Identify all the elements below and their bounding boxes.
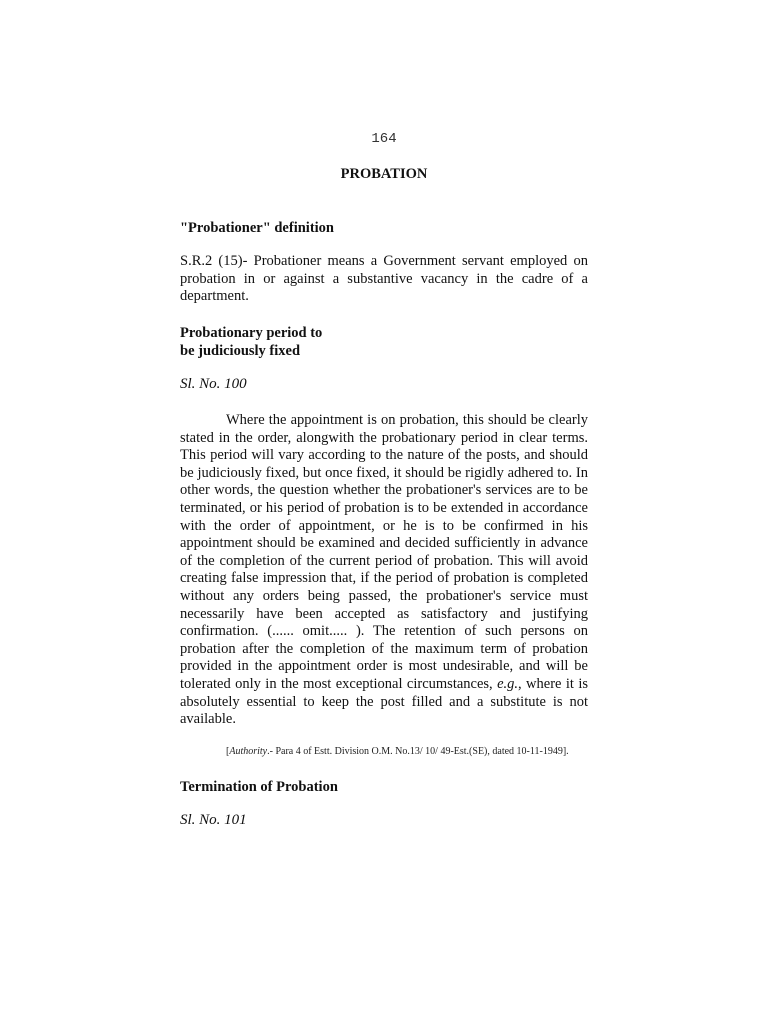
probation-body-paragraph (180, 412, 588, 729)
body-text-part-1: Where the appointment is on probation, this should be clearly stated in the order, alongwith the probationary period in clear terms. This period will vary according to the nature of the posts, and should be judiciously fixed, but once fixed, it should be rigidly adhered to. In other words, the question whether the probationer's services are to be terminated, or his period of probation is to be extended in accordance with the order of appointment, or he is to be confirmed in his appointment should be examined and decided sufficiently in advance of the completion of the current period of probation. This will avoid creating false impression that, if the period of probation is completed without any orders being passed, the probationer's service must necessarily have been accepted as satisfactory and justifying confirmation. (...... omit..... ). The retention of such persons on probation after the completion of the maximum term of probation provided in the appointment order is most undesirable, and will be tolerated only in the most exceptional circumstances, (180, 412, 588, 692)
section-heading-termination: Termination of Probation (180, 779, 338, 795)
authority-citation (226, 746, 569, 757)
page-title: PROBATION (340, 166, 428, 182)
section-heading-probationer-definition: "Probationer" definition (180, 220, 334, 236)
serial-number-100: Sl. No. 100 (180, 376, 247, 392)
authority-reference: .- Para 4 of Estt. Division O.M. No.13/ 10/ 49-Est.(SE), dated 10-11-1949]. (267, 746, 569, 757)
serial-number-101: Sl. No. 101 (180, 812, 247, 828)
section-heading-line-1: Probationary period to (180, 325, 323, 341)
body-text-eg: e.g. (497, 675, 519, 692)
section-heading-probationary-period (180, 324, 322, 360)
authority-open-bracket: [ (226, 746, 230, 757)
body-text-part-2: , where it is absolutely essential to keep the post filled and a substitute is not available. (180, 675, 588, 728)
authority-label: Authority (229, 746, 268, 757)
definition-paragraph: S.R.2 (15)- Probationer means a Government servant employed on probation in or against a substantive vacancy in the cadre of a department. (180, 253, 588, 305)
page-number: 164 (371, 131, 397, 147)
section-heading-line-2: be judiciously fixed (180, 343, 301, 359)
